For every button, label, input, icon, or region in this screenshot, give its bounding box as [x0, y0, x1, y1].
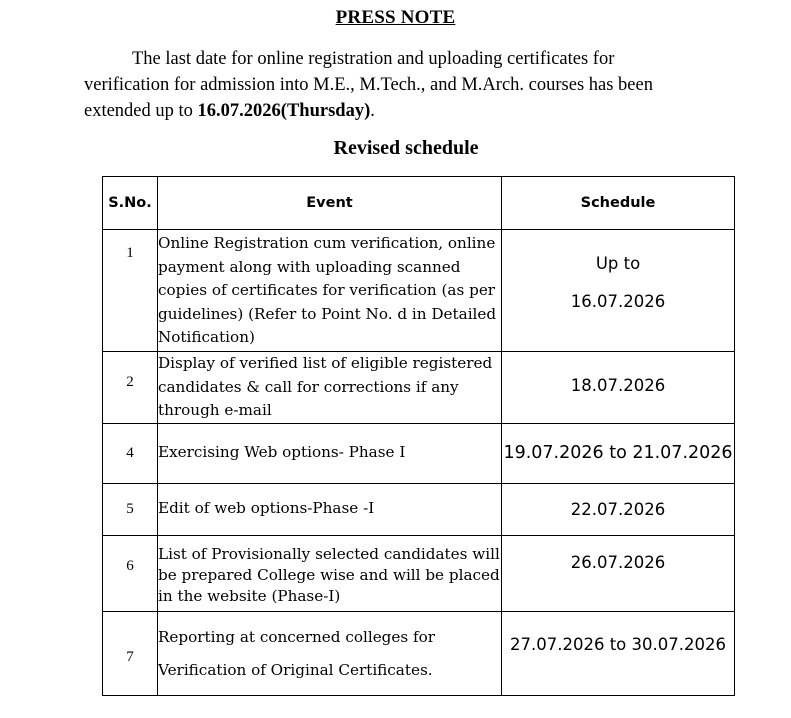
schedule-table [102, 176, 735, 696]
event-line: Display of verified list of eligible registered [158, 354, 493, 372]
row-schedule: 22.07.2026 [502, 483, 735, 535]
event-line: Online Registration cum verification, online [158, 234, 496, 252]
table-row [103, 535, 735, 611]
notice-paragraph [84, 46, 724, 124]
notice-line-1: The last date for online registration and uploading certificates for [132, 49, 615, 69]
press-note-title: PRESS NOTE [335, 7, 456, 28]
extended-date: 16.07.2026(Thursday) [197, 101, 371, 121]
revised-schedule-heading: Revised schedule [333, 137, 479, 159]
row-schedule: 18.07.2026 [502, 352, 735, 424]
row-event [158, 535, 502, 611]
row-event [158, 230, 502, 352]
row-sno: 6 [103, 535, 158, 611]
event-line: Reporting at concerned colleges for [158, 627, 436, 646]
schedule-date: 16.07.2026 [570, 292, 666, 311]
table-row [103, 483, 735, 535]
event-line: payment along with uploading scanned [158, 257, 461, 276]
event-line: candidates & call for corrections if any [158, 377, 459, 396]
row-event [158, 423, 502, 483]
notice-line-3-suffix: . [370, 101, 375, 121]
row-schedule: 19.07.2026 to 21.07.2026 [502, 423, 735, 483]
row-sno: 7 [103, 611, 158, 695]
table-row [103, 423, 735, 483]
event-line: copies of certificates for verification (as per [158, 281, 496, 299]
row-sno: 2 [103, 352, 158, 424]
event-line: Exercising Web options- Phase I [158, 443, 406, 462]
row-event [158, 483, 502, 535]
event-line: Verification of Original Certificates. [158, 660, 433, 679]
event-line: Notification) [158, 328, 255, 346]
table-header-row [103, 177, 735, 230]
header-event: Event [158, 177, 502, 230]
event-line: be prepared College wise and will be placed [158, 565, 500, 584]
event-line: List of Provisionally selected candidates will [158, 544, 500, 563]
event-line: in the website (Phase-I) [158, 586, 341, 605]
notice-line-2: verification for admission into M.E., M.Tech., and M.Arch. courses has been [84, 75, 653, 95]
row-schedule: 27.07.2026 to 30.07.2026 [502, 611, 735, 695]
event-line: through e-mail [158, 401, 272, 419]
table-row [103, 611, 735, 695]
row-sno: 1 [103, 230, 158, 352]
table-row [103, 352, 735, 424]
row-event [158, 611, 502, 695]
table-row [103, 230, 735, 352]
notice-line-3 [84, 98, 724, 124]
row-schedule: 26.07.2026 [502, 535, 735, 611]
event-line: guidelines) (Refer to Point No. d in Detailed [158, 304, 497, 323]
row-sno: 4 [103, 423, 158, 483]
notice-line-3-prefix: extended up to [84, 101, 198, 121]
row-sno: 5 [103, 483, 158, 535]
header-schedule: Schedule [502, 177, 735, 230]
row-schedule [502, 230, 735, 352]
header-sno: S.No. [103, 177, 158, 230]
schedule-up-to: Up to [595, 254, 641, 273]
row-event [158, 352, 502, 424]
event-line: Edit of web options-Phase -I [158, 499, 375, 518]
